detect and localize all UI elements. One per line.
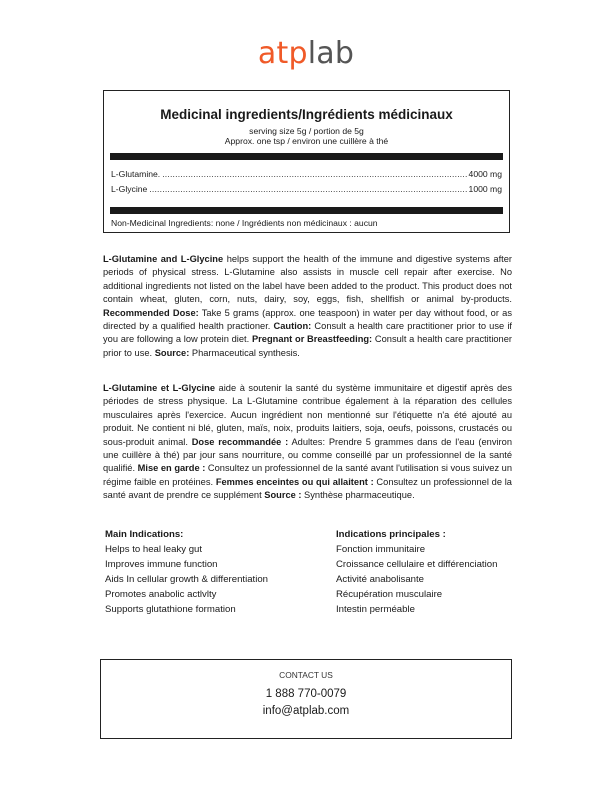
ingredient-row	[111, 184, 502, 194]
serving-size: serving size 5g / portion de 5g	[249, 126, 364, 136]
list-item: Fonction immunitaire	[336, 544, 426, 555]
ingredient-amount: 4000 mg	[468, 169, 502, 179]
contact-phone[interactable]: 1 888 770-0079	[265, 688, 347, 700]
description-text: aide à soutenir la santé du système immunitaire et digestif après des périodes de stress physique. La L-Glutamine contribue également à la réparation des cellules musculaires après l'exercice. Aucun ingrédient non mentionné sur l'étiquette n'a été ajouté au produit. Ne contient ni blé, gluten, maïs, noix, produits laitiers, soja, oeufs, poissons, crustacés ou sous-produit animal.	[103, 383, 512, 447]
ingredients-title: Medicinal ingredients/Ingrédients médicinaux	[160, 107, 453, 122]
caution-label: Mise en garde :	[137, 463, 206, 474]
english-description	[103, 253, 512, 360]
list-item: Intestin perméable	[336, 604, 415, 615]
list-item: Aids In cellular growth & differentiation	[105, 574, 269, 585]
caution-label: Caution:	[273, 321, 312, 332]
indications-list	[105, 542, 345, 617]
pregnant-label: Femmes enceintes ou qui allaitent :	[215, 476, 374, 487]
pregnant-label: Pregnant or Breastfeeding:	[251, 334, 373, 345]
leader-dots	[149, 184, 466, 194]
logo-lab: lab	[307, 36, 355, 71]
contact-label: CONTACT US	[279, 670, 333, 680]
product-name-fr: L-Glutamine et L-Glycine	[103, 383, 215, 393]
leader-dots	[162, 169, 466, 179]
french-description	[103, 382, 512, 503]
contact-email[interactable]: info@atplab.com	[262, 705, 350, 717]
divider-bar	[110, 153, 503, 160]
brand-logo	[0, 36, 612, 71]
product-name-en: L-Glutamine and L-Glycine	[103, 254, 224, 264]
dose-text: Take 5 grams (approx. one teaspoon) in water per day without food, or as directed by a qualified health practioner.	[103, 307, 513, 332]
list-item: Activité anabolisante	[336, 574, 424, 585]
dose-label: Recommended Dose:	[103, 307, 199, 318]
serving-approx: Approx. one tsp / environ une cuillère à thé	[224, 136, 389, 146]
caution-text: Consultez un professionnel de la santé avant l'utilisation si vous suivez un régime faible en protéines.	[103, 463, 513, 487]
list-item: Croissance cellulaire et différenciation	[336, 559, 498, 570]
source-label: Source :	[264, 490, 302, 501]
ingredients-panel	[103, 90, 510, 233]
divider-bar	[110, 207, 503, 214]
indications-list	[336, 542, 576, 617]
description-text: helps support the health of the immune and digestive systems after periods of physical stress. L-Glutamine also assists in muscle cell repair after exercise. No additional ingredients not listed on the label have been added to the product. This product does not contain wheat, gluten, corn, nuts, dairy, soy, eggs, fish, shellfish or animal by-products.	[103, 254, 513, 305]
ingredient-name: L-Glutamine.	[111, 169, 161, 179]
main-indications-fr	[336, 527, 576, 617]
list-item: Récupération musculaire	[336, 589, 443, 600]
indications-heading: Main Indications:	[105, 529, 184, 540]
list-item: Improves immune function	[105, 559, 218, 570]
source-text: Pharmaceutical synthesis.	[189, 347, 300, 358]
list-item: Promotes anabolic actlvlty	[105, 589, 217, 600]
dose-text: Adultes: Prendre 5 grammes dans de l'eau (environ une cuillère à thé) par jour sans nourriture, ou comme conseillé par un professionnel de la santé qualifié.	[103, 436, 512, 474]
dose-label: Dose recommandée :	[191, 436, 289, 447]
source-text: Synthèse pharmaceutique.	[301, 490, 415, 501]
main-indications-en	[105, 527, 345, 617]
ingredient-name: L-Glycine	[111, 184, 148, 194]
pregnant-text: Consult a health care practitioner prior to use.	[103, 334, 512, 358]
contact-box	[100, 659, 512, 739]
ingredient-amount: 1000 mg	[468, 184, 502, 194]
source-label: Source:	[154, 347, 190, 358]
pregnant-text: Consultez un professionnel de la santé avant de prendre ce supplément	[103, 476, 512, 501]
logo-atp: atp	[257, 36, 308, 71]
non-medicinal-ingredients: Non-Medicinal Ingredients: none / Ingrédients non médicinaux : aucun	[111, 218, 378, 228]
indications-heading: Indications principales :	[336, 529, 446, 540]
list-item: Helps to heal leaky gut	[105, 544, 203, 555]
caution-text: Consult a health care practitioner prior to use if you are following a low protein diet.	[103, 321, 512, 345]
list-item: Supports glutathione formation	[105, 604, 236, 615]
ingredient-row	[111, 169, 502, 179]
